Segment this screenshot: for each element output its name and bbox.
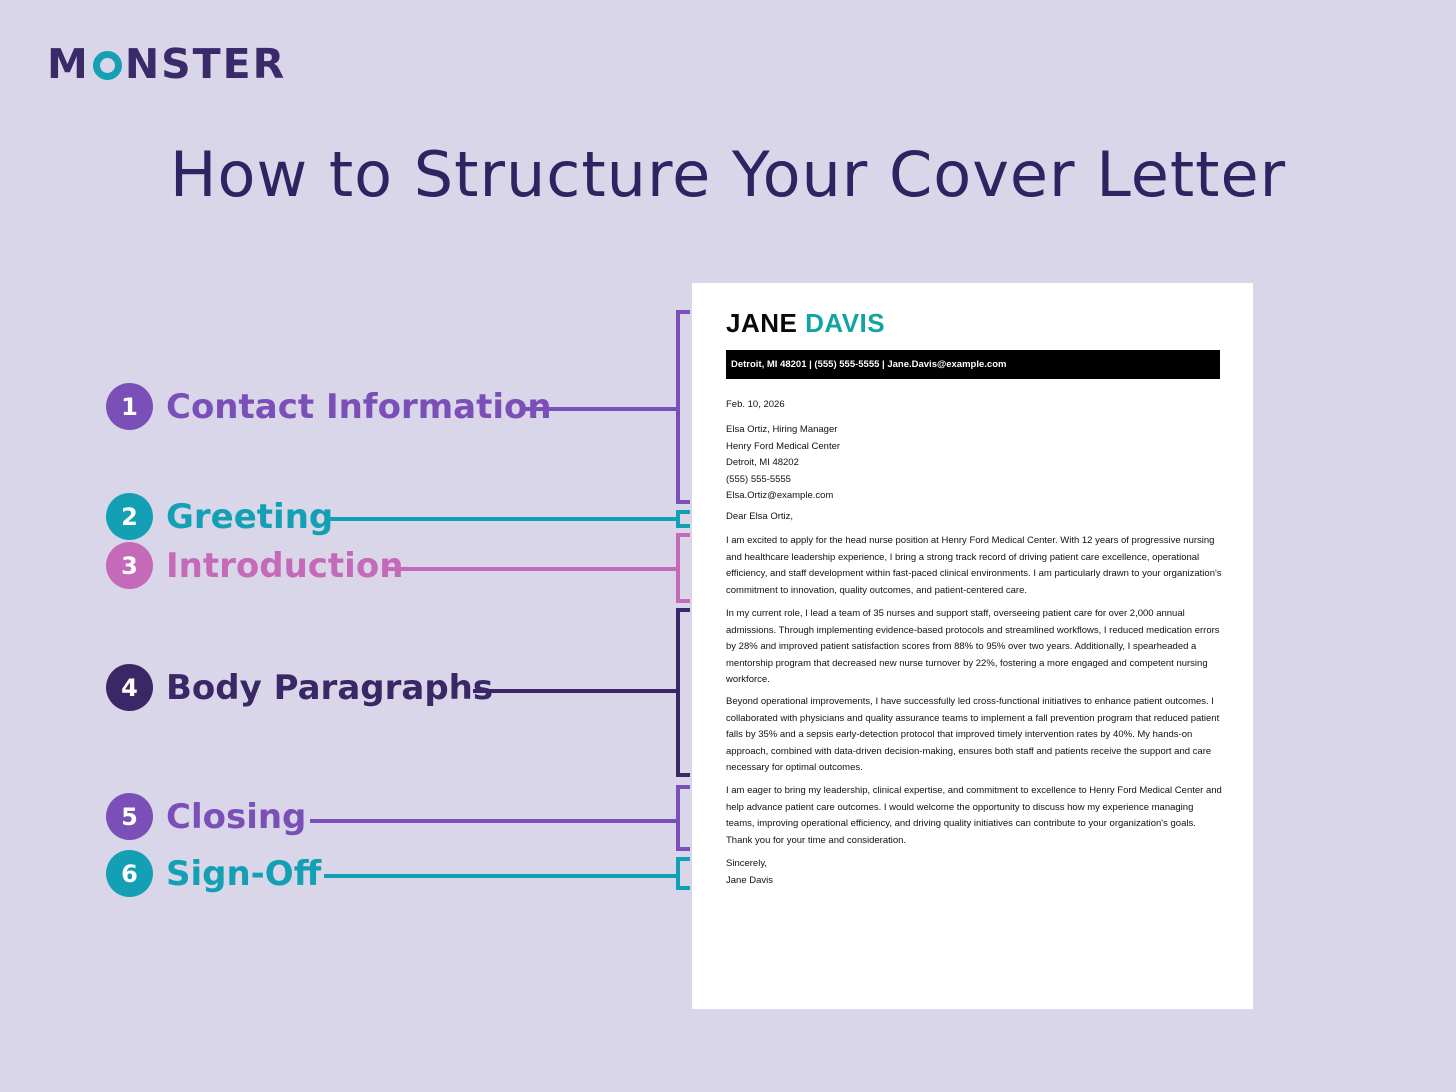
logo-m: M bbox=[47, 40, 90, 88]
section-number-3: 3 bbox=[106, 542, 153, 589]
contact-bar: Detroit, MI 48201 | (555) 555-5555 | Jane.Davis@example.com bbox=[726, 350, 1220, 379]
section-label-sign-off: Sign-Off bbox=[166, 853, 322, 894]
cover-letter-sheet bbox=[692, 283, 1253, 1009]
connector-contact-information bbox=[520, 312, 690, 502]
letter-greeting: Dear Elsa Ortiz, bbox=[726, 511, 794, 522]
connector-greeting bbox=[328, 512, 690, 526]
section-label-greeting: Greeting bbox=[166, 496, 334, 537]
closing-paragraph: I am eager to bring my leadership, clinical expertise, and commitment to excellence to Henry Ford Medical Center and help advance patient care outcomes. I would welcome the opportunity to discuss how my experience managing teams, improving operational efficiency, and driving quality initiatives can contribute to your organization's goals. Thank you for your time and consideration. bbox=[726, 785, 1222, 846]
first-name: JANE bbox=[726, 308, 798, 338]
connector-body-paragraphs bbox=[473, 610, 690, 775]
sign-off: Sincerely, bbox=[726, 858, 768, 869]
section-number-5: 5 bbox=[106, 793, 153, 840]
body-paragraph-2: Beyond operational improvements, I have successfully led cross-functional initiatives to enhance patient outcomes. I collaborated with physicians and quality assurance teams to implement a fall prevention program that reduced patient falls by 35% and a sepsis early-detection protocol that improved timely intervention rates by 40%. My hands-on approach, combined with data-driven decision-making, ensures both staff and patients receive the support and care necessary for optimal outcomes. bbox=[726, 696, 1220, 774]
recipient-line: Henry Ford Medical Center bbox=[726, 440, 841, 452]
connector-sign-off bbox=[324, 859, 690, 888]
section-label-introduction: Introduction bbox=[166, 545, 404, 586]
signature-name: Jane Davis bbox=[726, 874, 773, 886]
section-label-body-paragraphs: Body Paragraphs bbox=[166, 667, 494, 708]
letter-date: Feb. 10, 2026 bbox=[726, 399, 785, 410]
logo-rest: NSTER bbox=[124, 40, 287, 88]
section-number-1: 1 bbox=[106, 383, 153, 430]
section-label-contact-information: Contact Information bbox=[166, 386, 552, 427]
recipient-line: (555) 555-5555 bbox=[726, 473, 791, 485]
recipient-line: Elsa Ortiz, Hiring Manager bbox=[726, 424, 838, 435]
intro-paragraph: I am excited to apply for the head nurse position at Henry Ford Medical Center. With 12 years of progressive nursing and healthcare leadership experience, I bring a strong track record of driving patient care excellence, operational efficiency, and staff development within fast-paced clinical environments. I am particularly drawn to your organization's commitment to innovation, quality outcomes, and patient-centered care. bbox=[726, 535, 1222, 596]
sign-off-block bbox=[726, 856, 1222, 889]
connector-closing bbox=[310, 787, 690, 849]
section-number-4: 4 bbox=[106, 664, 153, 711]
section-label-closing: Closing bbox=[166, 796, 307, 837]
recipient-line: Detroit, MI 48202 bbox=[726, 457, 799, 469]
connector-introduction bbox=[387, 535, 690, 601]
section-number-6: 6 bbox=[106, 850, 153, 897]
recipient-line: Elsa.Ortiz@example.com bbox=[726, 490, 834, 502]
applicant-name bbox=[726, 308, 885, 339]
page-title: How to Structure Your Cover Letter bbox=[169, 138, 1287, 211]
last-name: DAVIS bbox=[805, 308, 886, 338]
recipient-block bbox=[726, 422, 1222, 505]
body-paragraph-1: In my current role, I lead a team of 35 nurses and support staff, overseeing patient care for over 2,000 annual admissions. Through implementing evidence-based protocols and streamlined workflows, I reduced medication errors by 28% and improved patient satisfaction scores from 88% to 95% over two years. Additionally, I spearheaded a mentorship program that decreased new nurse turnover by 22%, fostering a more engaged and competent nursing workforce. bbox=[726, 608, 1220, 686]
section-number-2: 2 bbox=[106, 493, 153, 540]
